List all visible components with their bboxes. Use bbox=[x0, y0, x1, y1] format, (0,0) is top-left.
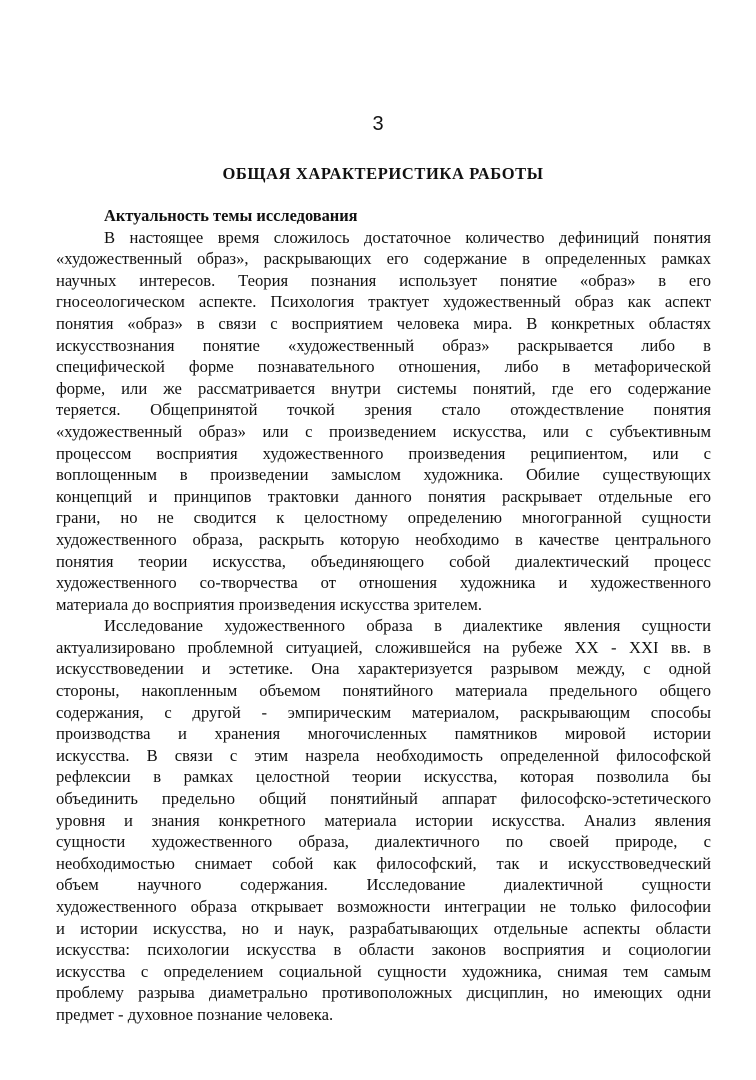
paragraph bbox=[56, 227, 711, 616]
paragraph-line: уровня и знания конкретного материала истории искусства. Анализ явления bbox=[56, 810, 711, 830]
paragraph-line: понятия «образ» в связи с восприятием человека мира. В конкретных областях bbox=[56, 313, 711, 333]
paragraph-line: теряется. Общепринятой точкой зрения стало отождествление понятия bbox=[56, 400, 711, 420]
paragraph-line: научных интересов. Теория познания использует понятие «образ» в его bbox=[56, 270, 711, 290]
paragraph-line: Исследование художественного образа в диалектике явления сущности bbox=[104, 616, 711, 636]
paragraph-line: искусства: психологии искусства в области законов восприятия и социологии bbox=[56, 940, 711, 960]
paragraph-line: стороны, накопленным объемом понятийного материала предельного общего bbox=[56, 681, 711, 701]
paragraph-line: форме, или же рассматривается внутри системы понятий, где его содержание bbox=[56, 378, 711, 398]
paragraph-line: художественного образа открывает возможности интеграции не только философии bbox=[56, 897, 711, 916]
paragraph-line: сущности художественного образа, диалектичного по своей природе, с bbox=[56, 832, 711, 852]
paragraph-line: искусствознания понятие «художественный образ» раскрывается либо в bbox=[56, 335, 711, 355]
paragraph-line: понятия теории искусства, объединяющего собой диалектический процесс bbox=[56, 551, 711, 571]
paragraph bbox=[56, 615, 711, 1025]
paragraph-line: рефлексии в рамках целостной теории искусства, которая позволила бы bbox=[56, 767, 711, 787]
paragraph-line: проблему разрыва диаметрально противоположных дисциплин, но имеющих одни bbox=[56, 983, 711, 1003]
paragraph-line: «художественный образ», раскрывающих его содержание в определенных рамках bbox=[56, 249, 711, 269]
paragraph-line: гносеологическом аспекте. Психология трактует художественный образ как аспект bbox=[56, 292, 711, 312]
paragraph-line: специфической форме познавательного отношения, либо в метафорической bbox=[56, 357, 711, 377]
paragraph-line: актуализировано проблемной ситуацией, сложившейся на рубеже XX - XXI вв. в bbox=[56, 637, 711, 657]
paragraph-line: художественного образа, раскрыть которую необходимо в качестве центрального bbox=[56, 529, 711, 549]
paragraph-line: содержания, с другой - эмпирическим материалом, раскрывающим способы bbox=[56, 702, 711, 722]
paragraph-line: необходимостью снимает собой как философский, так и искусствоведческий bbox=[56, 853, 711, 873]
paragraphs-container bbox=[56, 227, 711, 1026]
paragraph-line: «художественный образ» или с произведением искусства, или с субъективным bbox=[56, 421, 711, 441]
paragraph-line: материала до восприятия произведения искусства зрителем. bbox=[56, 594, 482, 614]
paragraph-line: и истории искусства, но и наук, разрабатывающих отдельные аспекты области bbox=[56, 918, 711, 938]
paragraph-line: искусства с определением социальной сущности художника, снимая тем самым bbox=[56, 961, 711, 981]
paragraph-line: искусствоведении и эстетике. Она характеризуется разрывом между, с одной bbox=[56, 659, 711, 679]
paragraph-line: концепций и принципов трактовки данного понятия раскрывает отдельные его bbox=[56, 486, 711, 506]
paragraph-line: художественного со-творчества от отношения художника и художественного bbox=[56, 573, 711, 593]
paragraph-line: производства и хранения многочисленных памятников мировой истории bbox=[56, 724, 711, 744]
section-heading: ОБЩАЯ ХАРАКТЕРИСТИКА РАБОТЫ bbox=[222, 164, 544, 183]
paragraph-line: В настоящее время сложилось достаточное количество дефиниций понятия bbox=[104, 227, 711, 247]
subsection-heading: Актуальность темы исследования bbox=[104, 206, 358, 225]
paragraph-line: искусства. В связи с этим назрела необходимость определенной философской bbox=[56, 745, 711, 765]
paragraph-line: процессом восприятия художественного произведения реципиентом, или с bbox=[56, 443, 711, 463]
paragraph-line: грани, но не сводится к целостному определению многогранной сущности bbox=[56, 508, 711, 528]
page-number: 3 bbox=[372, 113, 384, 135]
paragraph-line: воплощенным в произведении замыслом художника. Обилие существующих bbox=[56, 465, 711, 485]
paragraph-line: предмет - духовное познание человека. bbox=[56, 1004, 334, 1024]
document-body bbox=[56, 205, 711, 1026]
paragraph-line: объединить предельно общий понятийный аппарат философско-эстетического bbox=[56, 789, 711, 809]
paragraph-line: объем научного содержания. Исследование диалектичной сущности bbox=[56, 875, 711, 895]
